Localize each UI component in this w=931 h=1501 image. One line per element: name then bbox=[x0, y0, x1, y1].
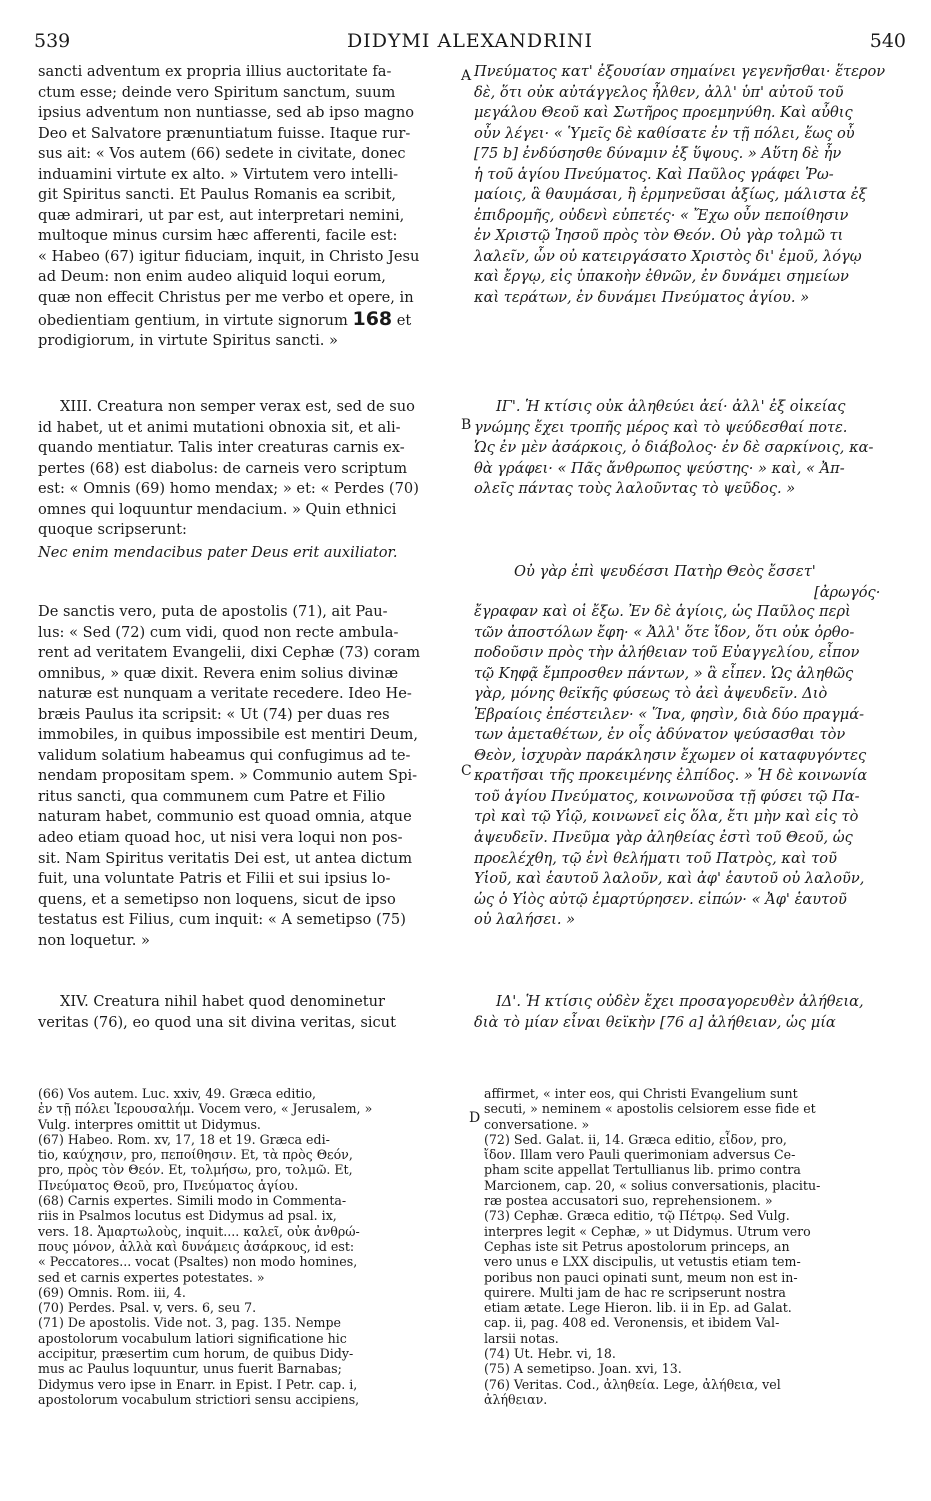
latin-column-block-2 bbox=[38, 397, 458, 563]
latin-p1-line: obedientiam gentium, in virtute signorum bbox=[38, 311, 348, 329]
greek-p3-line: των ἀμεταθέτων, ἐν οἷς ἀδύνατον ψεύσασθαι τὸν bbox=[474, 726, 846, 744]
greek-p3-line: ἀψευδεῖν. Πνεῦμα γὰρ ἀληθείας ἐστὶ τοῦ Θεοῦ, ὡς bbox=[474, 829, 853, 847]
note-left-line: (69) Omnis. Rom. iii, 4. bbox=[38, 1284, 186, 1300]
greek-p1-line: ἐπιδρομῆς, οὐδενὶ εὐπετές· « Ἔχω οὖν πεποίθησιν bbox=[474, 206, 849, 224]
latin-p3-line: ritus sancti, qua communem cum Patre et Filio bbox=[38, 787, 386, 805]
note-right-line: vero unus e LXX discipulis, ut vetustis etiam tem- bbox=[484, 1254, 801, 1270]
latin-column-block-3 bbox=[38, 602, 458, 951]
note-left-line: tio, καύχησιν, pro, πεποίθησιν. Et, τὰ πρὸς Θεόν, bbox=[38, 1147, 353, 1163]
latin-column-block-1 bbox=[38, 62, 458, 352]
note-left-line: pro, πρὸς τὸν Θεόν. Et, τολμήσω, pro, τολμῶ. Et, bbox=[38, 1162, 353, 1178]
page-number-right: 540 bbox=[869, 30, 906, 52]
greek-paragraph-1 bbox=[474, 62, 906, 309]
margin-letter-d: D bbox=[469, 1110, 481, 1126]
latin-p1-line-tail: et bbox=[396, 311, 412, 329]
note-left-line: Πνεύματος Θεοῦ, pro, Πνεύματος ἁγίου. bbox=[38, 1177, 299, 1193]
latin-p2-line: pertes (68) est diabolus: de carneis vero scriptum bbox=[38, 459, 408, 477]
greek-p3-line: κρατῆσαι τῆς προκειμένης ἐλπίδος. » Ἡ δὲ κοινωνία bbox=[474, 767, 868, 785]
greek-p3-line: ὡς ὁ Υἱὸς αὐτῷ ἐμαρτύρησεν. εἰπών· « Ἀφ' ἑαυτοῦ bbox=[474, 890, 847, 908]
note-left-line: apostolorum vocabulum strictiori sensu accipiens, bbox=[38, 1391, 360, 1407]
note-right-line: etiam ætate. Lege Hieron. lib. ii in Ep. ad Galat. bbox=[484, 1300, 792, 1316]
note-right-line: Marcionem, cap. 20, « solius conversationis, placitu- bbox=[484, 1177, 821, 1193]
greek-p3-line: γὰρ, μόνης θεϊκῆς φύσεως τὸ ἀεὶ ἀψευδεῖν. Διὸ bbox=[474, 685, 828, 703]
note-right-line: (74) Ut. Hebr. vi, 18. bbox=[484, 1346, 616, 1362]
latin-p2-line: id habet, ut et animi mutationi obnoxia sit, et ali- bbox=[38, 418, 401, 436]
note-right-line: (75) A semetipso. Joan. xvi, 13. bbox=[484, 1361, 682, 1377]
greek-p4-line: διὰ τὸ μίαν εἶναι θεϊκὴν [76 a] ἀλήθειαν, ὡς μία bbox=[474, 1013, 836, 1031]
latin-p4-line: XIV. Creatura nihil habet quod denominetur bbox=[60, 993, 385, 1010]
note-left-line: (67) Habeo. Rom. xv, 17, 18 et 19. Græca edi- bbox=[38, 1131, 330, 1147]
latin-p1-line: quæ non effecit Christus per me verbo et opere, in bbox=[38, 289, 414, 307]
latin-p1-line: induamini virtute ex alto. » Virtutem vero intelli- bbox=[38, 165, 399, 183]
latin-p3-line: nendam propositam spem. » Communio autem Spi- bbox=[38, 767, 418, 785]
note-left-line: vers. 18. Ἁμαρτωλοὺς, inquit.... καλεῖ, οὐκ ἀνθρώ- bbox=[38, 1223, 360, 1239]
latin-p3-line: lus: « Sed (72) cum vidi, quod non recte ambula- bbox=[38, 623, 399, 641]
greek-column-block-4 bbox=[474, 992, 906, 1033]
latin-p3-line: sit. Nam Spiritus veritatis Dei est, ut antea dictum bbox=[38, 849, 413, 867]
greek-p3-line: οὐ λαλήσει. » bbox=[474, 911, 576, 929]
footnotes-left bbox=[38, 1086, 458, 1407]
latin-p3-line: omnibus, » quæ dixit. Revera enim solius divinæ bbox=[38, 664, 399, 682]
latin-p1-line: ctum esse; deinde vero Spiritum sanctum, suum bbox=[38, 83, 396, 101]
greek-p1-line: λαλεῖν, ὧν οὐ κατειργάσατο Χριστὸς δι' ἐμοῦ, λόγῳ bbox=[474, 247, 862, 265]
note-right-line: (72) Sed. Galat. ii, 14. Græca editio, εἶδον, pro, bbox=[484, 1131, 787, 1147]
latin-p3-line: non loquetur. » bbox=[38, 931, 150, 949]
greek-p2-line: ΙΓ'. Ἡ κτίσις οὐκ ἀληθεύει ἀεί· ἀλλ' ἐξ οἰκείας bbox=[496, 398, 846, 415]
latin-p1-line: sancti adventum ex propria illius auctoritate fa- bbox=[38, 63, 392, 80]
note-right-line: pham scite appellat Tertullianus lib. primo contra bbox=[484, 1162, 801, 1178]
latin-paragraph-14 bbox=[38, 992, 458, 1033]
note-left-line: (68) Carnis expertes. Simili modo in Commenta- bbox=[38, 1193, 347, 1209]
latin-p3-line: naturæ est nunquam a veritate recedere. Ideo He- bbox=[38, 685, 412, 703]
page-header bbox=[34, 30, 906, 60]
latin-p1-line: Deo et Salvatore prænuntiatum fuisse. Itaque rur- bbox=[38, 124, 411, 142]
greek-p3-line: Θεὸν, ἰσχυρὰν παράκλησιν ἔχωμεν οἱ καταφυγόντες bbox=[474, 746, 867, 764]
greek-p3-line: τρὶ καὶ τῷ Υἱῷ, κοινωνεῖ εἰς ὅλα, ἔτι μὴν καὶ εἰς τὸ bbox=[474, 808, 859, 826]
greek-p3-line: τοῦ ἁγίου Πνεύματος, κοινωνοῦσα τῇ φύσει τῷ Πα- bbox=[474, 787, 860, 805]
greek-p3-line: ποδοῦσιν πρὸς τὴν ἀλήθειαν τοῦ Εὐαγγελίου, εἶπον bbox=[474, 644, 860, 662]
greek-p3-line: τῶν ἀποστόλων ἔφη· « Ἀλλ' ὅτε ἴδον, ὅτι οὐκ ὀρθο- bbox=[474, 623, 855, 641]
greek-p3-line: προελέχθη, τῷ ἑνὶ θελήματι τοῦ Πατρὸς, καὶ τοῦ bbox=[474, 849, 837, 867]
margin-letter-a: A bbox=[461, 68, 472, 84]
latin-paragraph-3 bbox=[38, 602, 458, 951]
latin-p1-line: « Habeo (67) igitur fiduciam, inquit, in Christo Jesu bbox=[38, 247, 420, 265]
latin-p1-line: sus ait: « Vos autem (66) sedete in civitate, donec bbox=[38, 145, 406, 163]
note-left-line: sed et carnis expertes potestates. » bbox=[38, 1269, 265, 1285]
running-title: DIDYMI ALEXANDRINI bbox=[346, 30, 594, 52]
latin-p1-line: ad Deum: non enim audeo aliquid loqui eorum, bbox=[38, 268, 386, 286]
greek-p1-line: οὖν λέγει· « Ὑμεῖς δὲ καθίσατε ἐν τῇ πόλει, ἕως οὗ bbox=[474, 124, 855, 142]
greek-p1-line: ἐν Χριστῷ Ἰησοῦ πρὸς τὸν Θεόν. Οὐ γὰρ τολμῶ τι bbox=[474, 227, 844, 245]
page-number-left: 539 bbox=[34, 30, 71, 52]
greek-p1-line: καὶ ἔργῳ, εἰς ὑπακοὴν ἐθνῶν, ἐν δυνάμει σημείων bbox=[474, 268, 849, 286]
greek-paragraph-3 bbox=[474, 602, 906, 931]
latin-p3-line: rent ad veritatem Evangelii, dixi Cephæ (73) coram bbox=[38, 644, 421, 662]
greek-p2-line: θὰ γράφει· « Πᾶς ἄνθρωπος ψεύστης· » καὶ, « Ἀπ- bbox=[474, 459, 845, 477]
greek-paragraph-14 bbox=[474, 992, 906, 1033]
greek-p3-line: ἔγραφαν καὶ οἱ ἔξω. Ἐν δὲ ἁγίοις, ὡς Παῦλος περὶ bbox=[474, 603, 851, 620]
note-right-line: conversatione. » bbox=[484, 1116, 590, 1132]
latin-p2-line: quando mentiatur. Talis inter creaturas carnis ex- bbox=[38, 439, 405, 457]
latin-p3-line: quens, et a semetipso non loquens, sicut de ipso bbox=[38, 890, 396, 908]
latin-paragraph-13 bbox=[38, 397, 458, 541]
latin-p2-line: quoque scripserunt: bbox=[38, 521, 187, 539]
latin-paragraph-1 bbox=[38, 62, 458, 352]
greek-verse-continuation: [ἀρωγός· bbox=[814, 583, 881, 601]
latin-p1-line: git Spiritus sancti. Et Paulus Romanis ea scribit, bbox=[38, 186, 397, 204]
note-right-line: secuti, » neminem « apostolis celsiorem esse fide et bbox=[484, 1101, 816, 1117]
latin-p3-line: fuit, una voluntate Patris et Filii et sui ipsius lo- bbox=[38, 870, 391, 888]
greek-p1-line: καὶ τεράτων, ἐν δυνάμει Πνεύματος ἁγίου. » bbox=[474, 289, 810, 307]
greek-column-block-3 bbox=[474, 602, 906, 931]
page-marker-168: 168 bbox=[352, 307, 393, 330]
note-right-line: ræ postea accusatori suo, reprehensionem. » bbox=[484, 1193, 773, 1209]
note-right-line: (76) Veritas. Cod., ἀληθεία. Lege, ἀλήθεια, vel bbox=[484, 1376, 781, 1392]
greek-p3-line: Ἑβραίοις ἐπέστειλεν· « Ἵνα, φησὶν, διὰ δύο πραγμά- bbox=[474, 705, 865, 723]
greek-paragraph-13 bbox=[474, 397, 906, 500]
latin-p3-line: bræis Paulus ita scripsit: « Ut (74) per duas res bbox=[38, 705, 390, 723]
greek-p3-line: τῷ Κηφᾷ ἔμπροσθεν πάντων, » ἃ εἶπεν. Ὡς ἀληθῶς bbox=[474, 664, 854, 682]
latin-p1-line: ipsius adventum non nuntiasse, sed ab ipso magno bbox=[38, 104, 415, 122]
latin-p3-line: validum solatium habeamus qui confugimus ad te- bbox=[38, 746, 411, 764]
note-left-line: (71) De apostolis. Vide not. 3, pag. 135. Nempe bbox=[38, 1315, 342, 1331]
greek-verse: Οὐ γὰρ ἐπὶ ψευδέσσι Πατὴρ Θεὸς ἔσσετ' bbox=[514, 563, 816, 580]
note-right-line: larsii notas. bbox=[484, 1330, 559, 1346]
greek-p1-line: [75 b] ἐνδύσησθε δύναμιν ἐξ ὕψους. » Αὕτη δὲ ἦν bbox=[474, 145, 842, 163]
margin-letter-b: B bbox=[461, 417, 472, 433]
note-left-line: mus ac Paulus loquuntur, unus fuerit Barnabas; bbox=[38, 1361, 342, 1377]
latin-p3-line: immobiles, in quibus impossibile est mentiri Deum, bbox=[38, 726, 418, 744]
latin-p3-line: testatus est Filius, cum inquit: « A semetipso (75) bbox=[38, 911, 406, 929]
greek-p2-line: ολεῖς πάντας τοὺς λαλοῦντας τὸ ψεῦδος. » bbox=[474, 480, 796, 498]
latin-p4-line: veritas (76), eo quod una sit divina veritas, sicut bbox=[38, 1013, 396, 1031]
latin-p1-line: multoque minus cursim hæc afferenti, facile est: bbox=[38, 227, 398, 245]
note-left-line: (70) Perdes. Psal. v, vers. 6, seu 7. bbox=[38, 1300, 257, 1316]
note-left-line: πους μόνον, ἀλλὰ καὶ δυνάμεις ἀσάρκους, id est: bbox=[38, 1238, 355, 1254]
latin-p1-line-13 bbox=[38, 309, 458, 332]
note-left-line: Didymus vero ipse in Enarr. in Epist. I Petr. cap. i, bbox=[38, 1376, 358, 1392]
greek-verse-block bbox=[474, 562, 906, 603]
note-left-line: (66) Vos autem. Luc. xxiv, 49. Græca editio, bbox=[38, 1086, 317, 1101]
footnotes-right bbox=[484, 1086, 906, 1407]
latin-p2-line: omnes qui loquuntur mendacium. » Quin ethnici bbox=[38, 500, 397, 518]
greek-p1-line: μαίοις, ἃ θαυμάσαι, ἢ ἑρμηνεῦσαι ἀξίως, μάλιστα ἐξ bbox=[474, 186, 867, 204]
note-left-line: riis in Psalmos locutus est Didymus ad psal. ix, bbox=[38, 1208, 337, 1224]
note-right-line: ἀλήθειαν. bbox=[484, 1391, 548, 1407]
note-right-line: affirmet, « inter eos, qui Christi Evangelium sunt bbox=[484, 1086, 798, 1101]
greek-p1-line: Πνεύματος κατ' ἐξουσίαν σημαίνει γεγενῆσθαι· ἕτερον bbox=[474, 63, 886, 80]
latin-p3-line: De sanctis vero, puta de apostolis (71), ait Pau- bbox=[38, 603, 388, 620]
note-left-line: accipitur, præsertim cum horum, de quibus Didy- bbox=[38, 1346, 354, 1362]
greek-p1-line: μεγάλου Θεοῦ καὶ Σωτῆρος προεμηνύθη. Καὶ αὖθις bbox=[474, 104, 853, 122]
latin-p3-line: naturam habet, communio est quoad omnia, atque bbox=[38, 808, 412, 826]
note-right-line: quirere. Multi jam de hac re scripserunt nostra bbox=[484, 1284, 786, 1300]
note-right-line: ἴδον. Illam vero Pauli querimoniam adversus Ce- bbox=[484, 1147, 796, 1163]
note-left-line: ἐν τῇ πόλει Ἱερουσαλήμ. Vocem vero, « Jerusalem, » bbox=[38, 1101, 373, 1117]
latin-p1-line: quæ admirari, ut par est, aut interpretari nemini, bbox=[38, 206, 405, 224]
margin-letter-c: C bbox=[461, 763, 472, 779]
greek-p1-line: δὲ, ὅτι οὐκ αὐτάγγελος ἦλθεν, ἀλλ' ὑπ' αὐτοῦ τοῦ bbox=[474, 83, 844, 101]
note-right-line: interpres legit « Cephæ, » ut Didymus. Utrum vero bbox=[484, 1223, 811, 1239]
note-right-line: (73) Cephæ. Græca editio, τῷ Πέτρῳ. Sed Vulg. bbox=[484, 1208, 790, 1224]
greek-column-block-1 bbox=[474, 62, 906, 309]
note-left-line: apostolorum vocabulum latiori significatione hic bbox=[38, 1330, 347, 1346]
greek-p2-line: Ὡς ἐν μὲν ἀσάρκοις, ὁ διάβολος· ἐν δὲ σαρκίνοις, κα- bbox=[474, 439, 874, 457]
greek-p1-line: ἡ τοῦ ἁγίου Πνεύματος. Καὶ Παῦλος γράφει Ῥω- bbox=[474, 165, 834, 183]
latin-column-block-4 bbox=[38, 992, 458, 1033]
note-right-line: Cephas iste sit Petrus apostolorum princeps, an bbox=[484, 1238, 790, 1254]
note-left-line: « Peccatores... vocat (Psaltes) non modo homines, bbox=[38, 1254, 358, 1270]
greek-p3-line: Υἱοῦ, καὶ ἑαυτοῦ λαλοῦν, καὶ ἀφ' ἑαυτοῦ οὐ λαλοῦν, bbox=[474, 870, 865, 888]
latin-p2-line: XIII. Creatura non semper verax est, sed de suo bbox=[60, 398, 415, 415]
latin-p1-line: prodigiorum, in virtute Spiritus sancti. » bbox=[38, 332, 338, 350]
greek-column-block-2 bbox=[474, 397, 906, 500]
latin-verse: Nec enim mendacibus pater Deus erit auxiliator. bbox=[38, 543, 398, 561]
latin-p3-line: adeo etiam quoad hoc, ut nisi vera loqui non pos- bbox=[38, 829, 403, 847]
note-left-line: Vulg. interpres omittit ut Didymus. bbox=[38, 1116, 261, 1132]
latin-p2-line: est: « Omnis (69) homo mendax; » et: « Perdes (70) bbox=[38, 480, 419, 498]
greek-p2-line: γνώμης ἔχει τροπῆς μέρος καὶ τὸ ψεύδεσθαί ποτε. bbox=[474, 418, 848, 436]
note-right-line: cap. ii, pag. 408 ed. Veronensis, et ibidem Val- bbox=[484, 1315, 780, 1331]
note-right-line: poribus non pauci opinati sunt, meum non est in- bbox=[484, 1269, 798, 1285]
greek-p4-line: ΙΔ'. Ἡ κτίσις οὐδὲν ἔχει προσαγορευθὲν ἀλήθεια, bbox=[496, 993, 864, 1010]
